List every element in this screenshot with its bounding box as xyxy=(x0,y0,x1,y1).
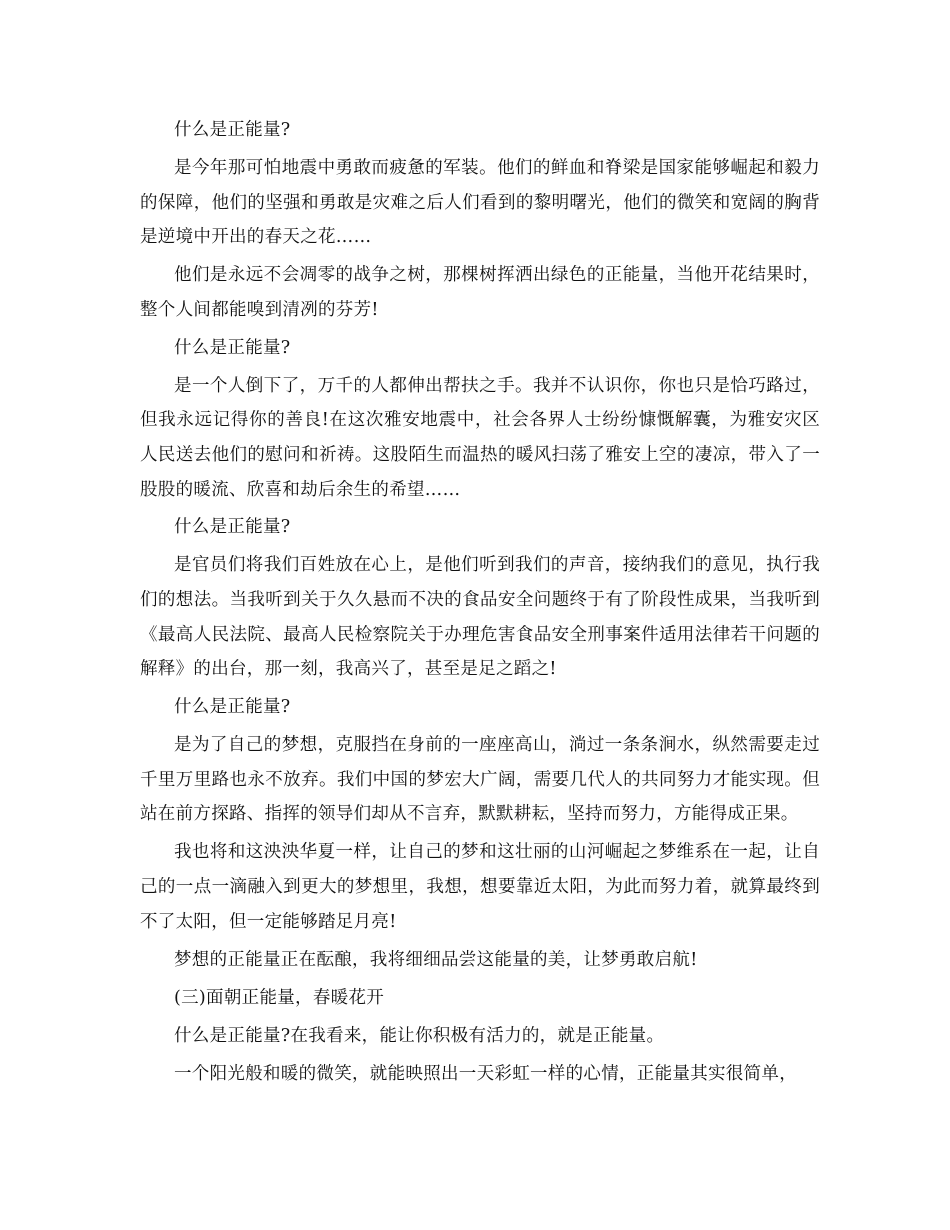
paragraph-china-dream: 我也将和这泱泱华夏一样，让自己的梦和这壮丽的山河崛起之梦维系在一起，让自己的一点一滴融入到更大的梦想里，我想，想要靠近太阳，为此而努力着，就算最终到不了太阳，但一定能够踏足月亮! xyxy=(140,842,820,932)
document-body xyxy=(140,113,820,1095)
paragraph-dream: 是为了自己的梦想，克服挡在身前的一座座高山，淌过一条条涧水，纵然需要走过千里万里路也永不放弃。我们中国的梦宏大广阔，需要几代人的共同努力才能实现。但站在前方探路、指挥的领导们却从不言弃，默默耕耘，坚持而努力，方能得成正果。 xyxy=(140,735,820,825)
paragraph-question-1: 什么是正能量? xyxy=(174,120,291,140)
paragraph-question-4: 什么是正能量? xyxy=(174,697,291,718)
paragraph-tree: 他们是永远不会凋零的战争之树，那棵树挥洒出绿色的正能量，当他开花结果时，整个人间都能嗅到清冽的芬芳! xyxy=(140,265,820,320)
section-heading-3: (三)面朝正能量，春暖花开 xyxy=(174,987,385,1008)
paragraph-yaan: 是一个人倒下了，万千的人都伸出帮扶之手。我并不认识你，你也只是恰巧路过，但我永远记得你的善良!在这次雅安地震中，社会各界人士纷纷慷慨解囊，为雅安灾区人民送去他们的慰问和祈祷。这股陌生而温热的暖风扫荡了雅安上空的凄凉，带入了一股股的暖流、欣喜和劫后余生的希望…… xyxy=(140,375,820,500)
paragraph-soldiers: 是今年那可怕地震中勇敢而疲惫的军装。他们的鲜血和脊梁是国家能够崛起和毅力的保障，他们的坚强和勇敢是灾难之后人们看到的黎明曙光，他们的微笑和宽阔的胸背是逆境中开出的春天之花…… xyxy=(140,157,820,248)
paragraph-question-3: 什么是正能量? xyxy=(174,517,291,538)
paragraph-sail: 梦想的正能量正在酝酿，我将细细品尝这能量的美，让梦勇敢启航! xyxy=(174,949,698,970)
paragraph-definition: 什么是正能量?在我看来，能让你积极有活力的，就是正能量。 xyxy=(174,1025,665,1046)
paragraph-smile: 一个阳光般和暖的微笑，就能映照出一天彩虹一样的心情，正能量其实很简单， xyxy=(174,1063,797,1084)
paragraph-question-2: 什么是正能量? xyxy=(174,337,291,358)
paragraph-officials: 是官员们将我们百姓放在心上，是他们听到我们的声音，接纳我们的意见，执行我们的想法。当我听到关于久久悬而不决的食品安全问题终于有了阶段性成果，当我听到《最高人民法院、最高人民检察院关于办理危害食品安全刑事案件适用法律若干问题的解释》的出台，那一刻，我高兴了，甚至是足之蹈之! xyxy=(140,555,820,680)
